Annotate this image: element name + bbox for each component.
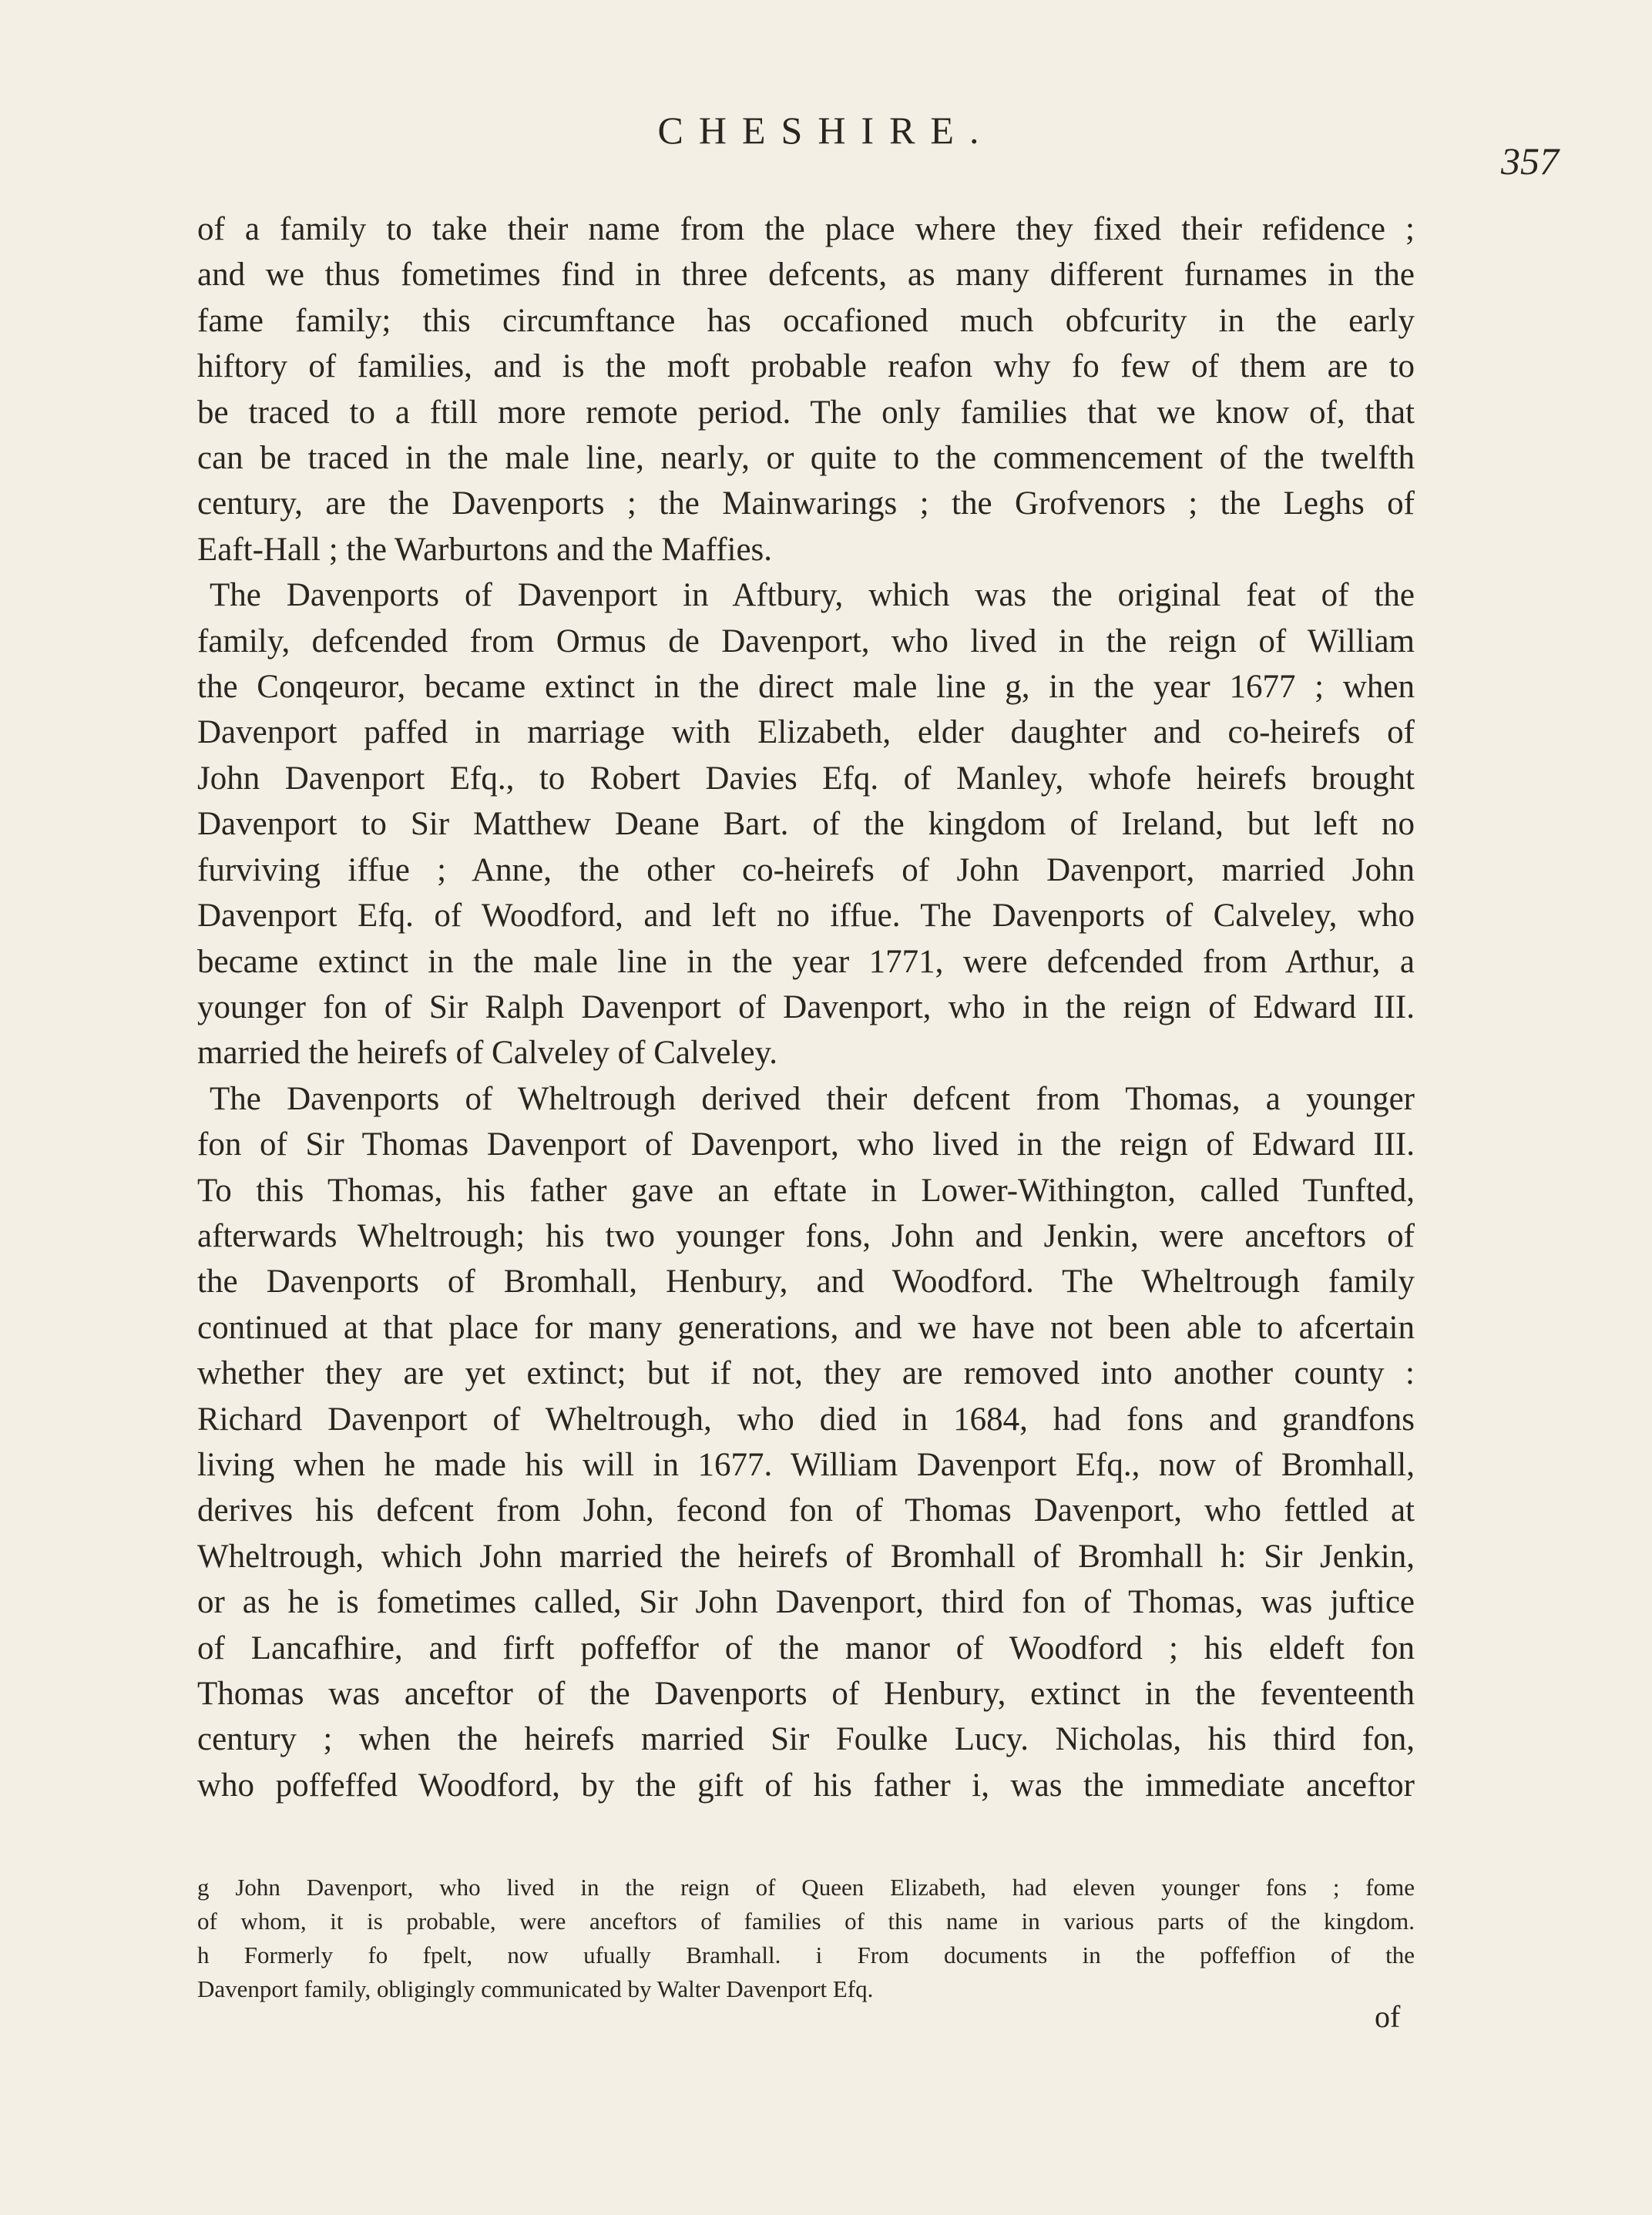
text-line: Eaft-Hall ; the Warburtons and the Maffies. (197, 531, 773, 568)
body-text (197, 206, 1415, 1808)
text-line: of a family to take their name from the place where they fixed their refidence ; (197, 211, 1415, 247)
text-line: The Davenports of Davenport in Aftbury, which was the original feat of the (210, 577, 1415, 614)
text-line: derives his defcent from John, fecond fon of Thomas Davenport, who fettled at (197, 1492, 1415, 1529)
footnotes (197, 1871, 1415, 2006)
text-line: became extinct in the male line in the year 1771, were defcended from Arthur, a (197, 943, 1415, 980)
text-line: fon of Sir Thomas Davenport of Davenport, who lived in the reign of Edward III. (197, 1126, 1415, 1163)
catchword: of (1375, 1999, 1401, 2034)
text-line: the Davenports of Bromhall, Henbury, and Woodford. The Wheltrough family (197, 1264, 1415, 1300)
text-line: younger fon of Sir Ralph Davenport of Davenport, who in the reign of Edward III. (197, 988, 1415, 1025)
text-line: John Davenport Efq., to Robert Davies Efq. of Manley, whofe heirefs brought (197, 760, 1415, 797)
text-line: Davenport to Sir Matthew Deane Bart. of the kingdom of Ireland, but left no (197, 806, 1415, 843)
footnote-line: g John Davenport, who lived in the reign of Queen Elizabeth, had eleven younger fons ; fome (197, 1874, 1415, 1901)
text-line: whether they are yet extinct; but if not, they are removed into another county : (197, 1355, 1415, 1392)
text-line: of Lancafhire, and firft poffeffor of the manor of Woodford ; his eldeft fon (197, 1629, 1415, 1666)
text-line: Richard Davenport of Wheltrough, who died in 1684, had fons and grandfons (197, 1401, 1415, 1438)
text-line: married the heirefs of Calveley of Calveley. (197, 1035, 777, 1072)
text-line: Wheltrough, which John married the heirefs of Bromhall of Bromhall h: Sir Jenkin, (197, 1538, 1415, 1575)
text-line: The Davenports of Wheltrough derived their defcent from Thomas, a younger (210, 1080, 1415, 1117)
text-line: and we thus fometimes find in three defcents, as many different furnames in the (197, 257, 1415, 294)
text-line: afterwards Wheltrough; his two younger fons, John and Jenkin, were anceftors of (197, 1217, 1415, 1254)
text-line: family, defcended from Ormus de Davenport, who lived in the reign of William (197, 623, 1415, 659)
text-line: or as he is fometimes called, Sir John Davenport, third fon of Thomas, was juftice (197, 1584, 1415, 1621)
text-line: be traced to a ftill more remote period. The only families that we know of, that (197, 394, 1415, 431)
text-line: Davenport paffed in marriage with Elizabeth, elder daughter and co-heirefs of (197, 714, 1415, 751)
text-line: century ; when the heirefs married Sir Foulke Lucy. Nicholas, his third fon, (197, 1721, 1415, 1758)
text-line: furviving iffue ; Anne, the other co-heirefs of John Davenport, married John (197, 851, 1415, 888)
footnote-line: of whom, it is probable, were anceftors of families of this name in various parts of the kingdom. (197, 1908, 1415, 1935)
text-line: To this Thomas, his father gave an eftate in Lower-Withington, called Tunfted, (197, 1172, 1415, 1209)
text-line: fame family; this circumftance has occafioned much obfcurity in the early (197, 302, 1415, 339)
running-head: CHESHIRE. (657, 109, 995, 152)
text-line: the Conqeuror, became extinct in the direct male line g, in the year 1677 ; when (197, 669, 1415, 706)
text-line: can be traced in the male line, nearly, or quite to the commencement of the twelfth (197, 440, 1415, 477)
text-line: who poffeffed Woodford, by the gift of his father i, was the immediate anceftor (197, 1767, 1415, 1804)
text-line: century, are the Davenports ; the Mainwarings ; the Grofvenors ; the Leghs of (197, 485, 1415, 522)
footnote-line: Davenport family, obligingly communicated by Walter Davenport Efq. (197, 1975, 874, 2002)
text-line: continued at that place for many generations, and we have not been able to afcertain (197, 1309, 1415, 1346)
text-line: Davenport Efq. of Woodford, and left no iffue. The Davenports of Calveley, who (197, 898, 1415, 935)
text-line: hiftory of families, and is the moft probable reafon why fo few of them are to (197, 348, 1415, 385)
text-line: living when he made his will in 1677. William Davenport Efq., now of Bromhall, (197, 1446, 1415, 1483)
text-line: Thomas was anceftor of the Davenports of Henbury, extinct in the feventeenth (197, 1676, 1415, 1712)
page-number: 357 (1501, 139, 1559, 183)
footnote-line: h Formerly fo fpelt, now ufually Bramhall. i From documents in the poffeffion of the (197, 1941, 1415, 1968)
